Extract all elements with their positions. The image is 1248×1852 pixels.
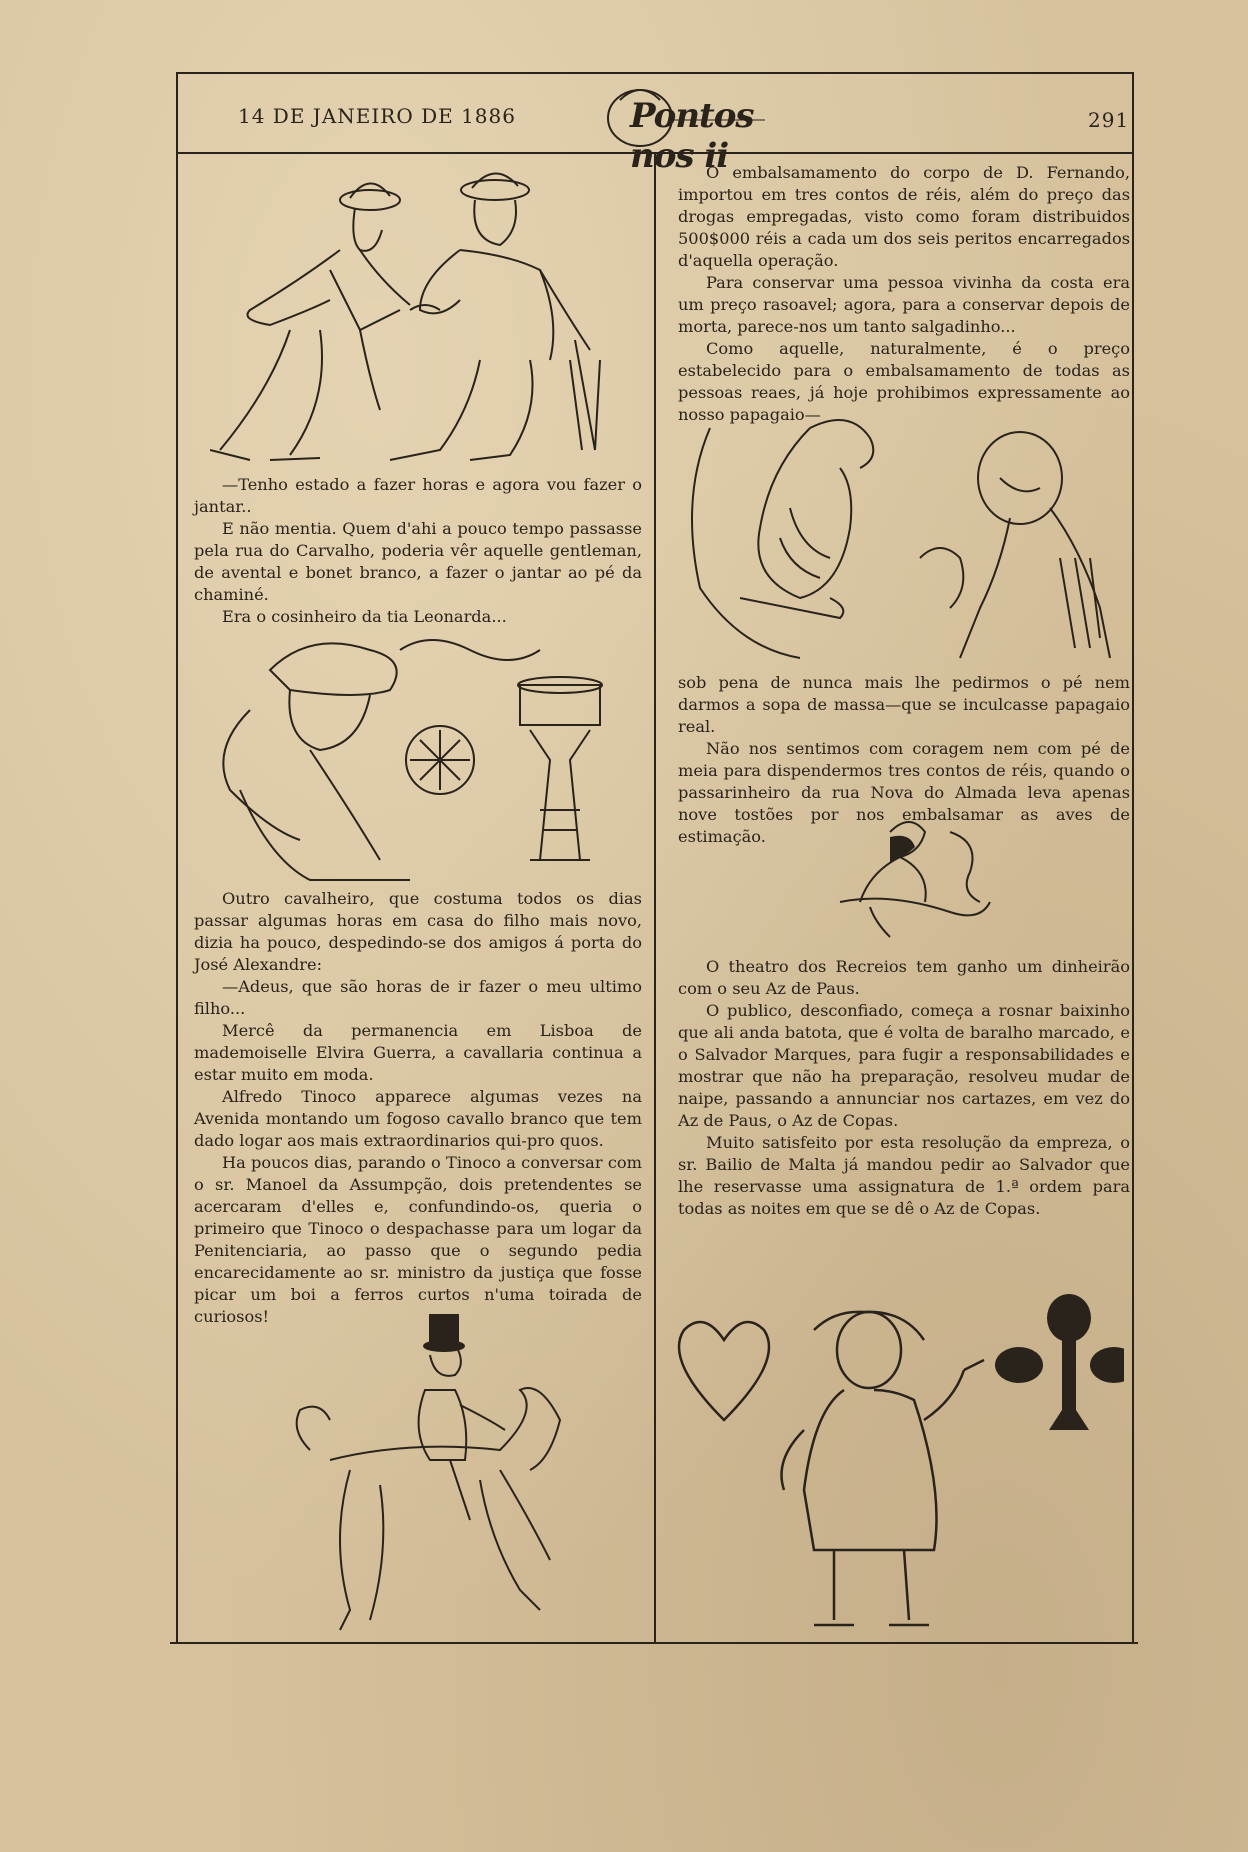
paragraph: Não nos sentimos com coragem nem com pé de meia para dispendermos tres contos de réis, quando o passarinheiro da rua Nova do Almada leva apenas nove tostões por nos embalsamar as aves de estimação. — [678, 739, 1130, 846]
masthead-logo — [600, 80, 770, 176]
paragraph: O embalsamamento do corpo de D. Fernando, importou em tres contos de réis, além do preço das drogas empregadas, visto como foram distribuidos 500$000 réis a cada um dos seis peritos encarregados d'aquella operação. — [678, 163, 1130, 270]
illustration-parrot-man — [680, 408, 1120, 668]
paragraph: Como aquelle, naturalmente, é o preço estabelecido para o embalsamamento de todas as pessoas reaes, já hoje prohibimos expressamente ao nosso papagaio— — [678, 339, 1130, 424]
paragraph: —Adeus, que são horas de ir fazer o meu ultimo filho... — [194, 977, 642, 1018]
paragraph: Ha poucos dias, parando o Tinoco a conversar com o sr. Manoel da Assumpção, dois pretendentes se acercaram d'elles e, confundindo-os, queria o primeiro que Tinoco o despachasse para um logar da Penitenciaria, ao passo que o segundo pedia encarecidamente ao sr. ministro da justiça que fosse picar um boi a ferros curtos n'uma toirada de curiosos! — [194, 1153, 642, 1326]
paragraph: Mercê da permanencia em Lisboa de mademoiselle Elvira Guerra, a cavallaria continua a estar muito em moda. — [194, 1021, 642, 1084]
heart-icon — [679, 1322, 769, 1420]
paragraph: Para conservar uma pessoa vivinha da costa era um preço rasoavel; agora, para a conservar depois de morta, parece-nos um tanto salgadinho... — [678, 273, 1130, 336]
paragraph: Alfredo Tinoco apparece algumas vezes na Avenida montando um fogoso cavallo branco que tem dado logar aos mais extraordinarios qui-pro quos. — [194, 1087, 642, 1150]
left-text-block-2 — [194, 888, 642, 1328]
header-date: 14 DE JANEIRO DE 1886 — [238, 104, 516, 128]
paragraph: Era o cosinheiro da tia Leonarda... — [222, 607, 507, 626]
illustration-hearts-clubs — [664, 1290, 1124, 1640]
illustration-cook — [210, 630, 630, 890]
illustration-small-bird — [830, 812, 1000, 942]
paragraph: Muito satisfeito por esta resolução da empreza, o sr. Bailio de Malta já mandou pedir ao Salvador que lhe reservasse uma assignatura de 1.ª ordem para todas as noites em que se dê o Az de Copas. — [678, 1133, 1130, 1218]
page-number: 291 — [1088, 108, 1130, 132]
paragraph: sob pena de nunca mais lhe pedirmos o pé nem darmos a sopa de massa—que se inculcasse papagaio real. — [678, 673, 1130, 736]
right-text-block-1 — [678, 162, 1130, 426]
paragraph: O publico, desconfiado, começa a rosnar baixinho que ali anda batota, que é volta de baralho marcado, e o Salvador Marques, para fugir a responsabilidades e mostrar que não ha preparação, resolveu mudar de naipe, passando a annunciar nos cartazes, em vez do Az de Paus, o Az de Copas. — [678, 1001, 1130, 1130]
column-divider — [654, 152, 656, 1642]
club-icon — [995, 1294, 1124, 1430]
illustration-handshake — [210, 160, 630, 470]
paragraph: Outro cavalheiro, que costuma todos os dias passar algumas horas em casa do filho mais novo, dizia ha pouco, despedindo-se dos amigos á porta do José Alexandre: — [194, 889, 642, 974]
paragraph: O theatro dos Recreios tem ganho um dinheirão com o seu Az de Paus. — [678, 957, 1130, 998]
right-text-block-3 — [678, 956, 1130, 1220]
illustration-rider — [290, 1310, 600, 1640]
left-text-block-1 — [194, 474, 642, 628]
paragraph: E não mentia. Quem d'ahi a pouco tempo passasse pela rua do Carvalho, poderia vêr aquelle gentleman, de avental e bonet branco, a fazer o jantar ao pé da chaminé. — [194, 519, 642, 604]
masthead-title: Pontos nos ii — [630, 96, 754, 176]
bottom-rule — [170, 1642, 1138, 1644]
paragraph: —Tenho estado a fazer horas e agora vou fazer o jantar.. — [194, 475, 642, 516]
